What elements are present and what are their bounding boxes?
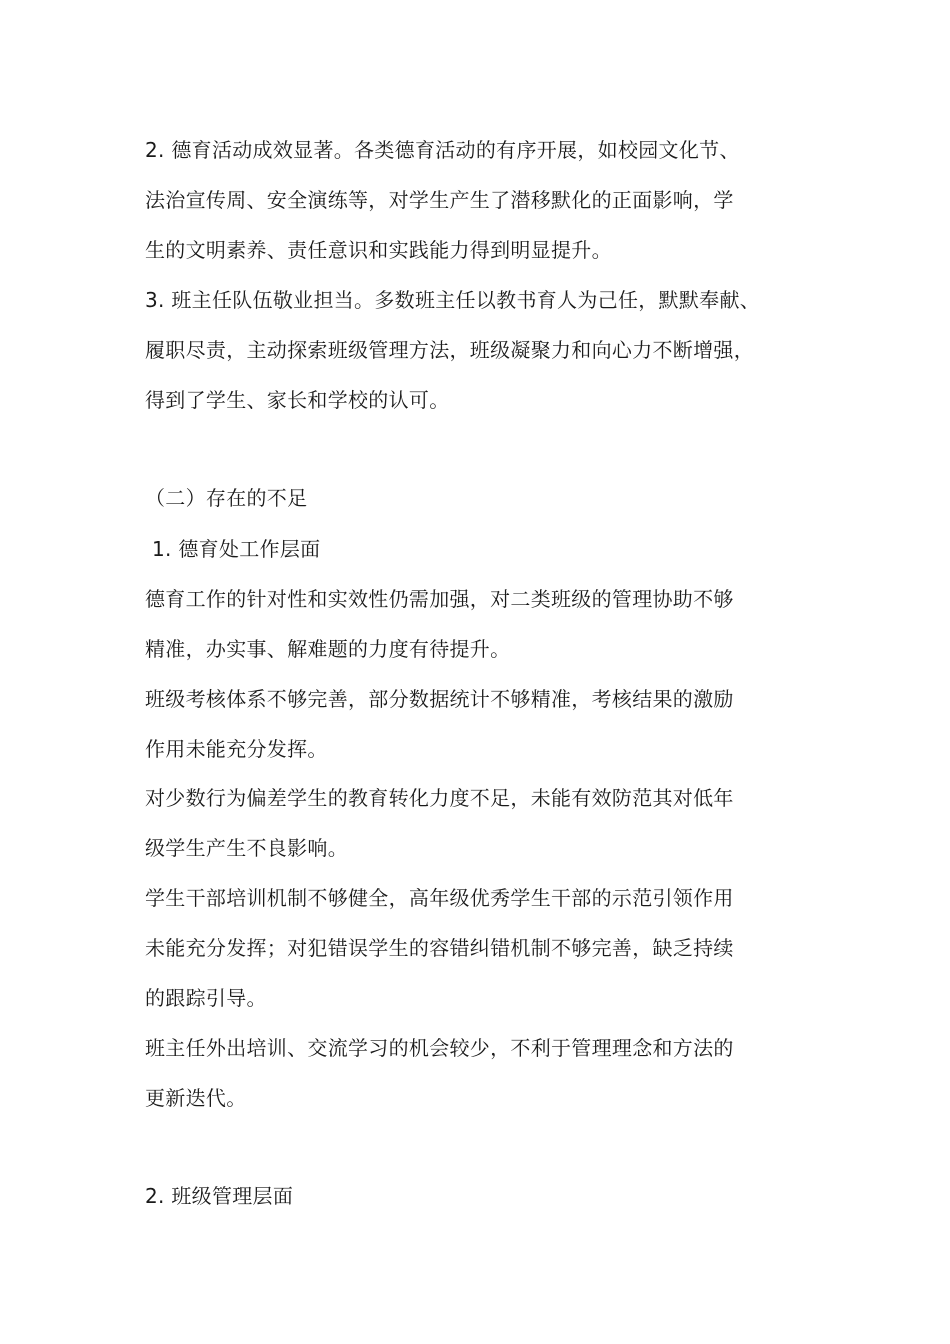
paragraph-line: 更新迭代。 bbox=[145, 1086, 247, 1110]
paragraph-line: 得到了学生、家长和学校的认可。 bbox=[145, 388, 450, 412]
paragraph-line: 德育工作的针对性和实效性仍需加强，对二类班级的管理协助不够 bbox=[145, 587, 734, 611]
paragraph-line: 对少数行为偏差学生的教育转化力度不足，未能有效防范其对低年 bbox=[145, 786, 734, 810]
paragraph-line: 作用未能充分发挥。 bbox=[145, 737, 328, 761]
paragraph-line: 班主任外出培训、交流学习的机会较少，不利于管理理念和方法的 bbox=[145, 1036, 734, 1060]
paragraph-line: 精准，办实事、解难题的力度有待提升。 bbox=[145, 637, 511, 661]
paragraph-line: 的跟踪引导。 bbox=[145, 986, 267, 1010]
paragraph-line: 级学生产生不良影响。 bbox=[145, 836, 348, 860]
paragraph-line: 3. 班主任队伍敬业担当。多数班主任以教书育人为己任，默默奉献、 bbox=[145, 288, 761, 312]
paragraph-line: 生的文明素养、责任意识和实践能力得到明显提升。 bbox=[145, 238, 612, 262]
sub-heading: 2. 班级管理层面 bbox=[145, 1184, 294, 1208]
sub-heading: 1. 德育处工作层面 bbox=[152, 537, 321, 561]
paragraph-line: 未能充分发挥；对犯错误学生的容错纠错机制不够完善，缺乏持续 bbox=[145, 936, 734, 960]
paragraph-line: 法治宣传周、安全演练等，对学生产生了潜移默化的正面影响，学 bbox=[145, 188, 734, 212]
paragraph-line: 班级考核体系不够完善，部分数据统计不够精准，考核结果的激励 bbox=[145, 687, 734, 711]
paragraph-line: 学生干部培训机制不够健全，高年级优秀学生干部的示范引领作用 bbox=[145, 886, 734, 910]
section-heading: （二）存在的不足 bbox=[145, 486, 308, 510]
paragraph-line: 履职尽责，主动探索班级管理方法，班级凝聚力和向心力不断增强， bbox=[145, 338, 754, 362]
paragraph-line: 2. 德育活动成效显著。各类德育活动的有序开展，如校园文化节、 bbox=[145, 138, 740, 162]
